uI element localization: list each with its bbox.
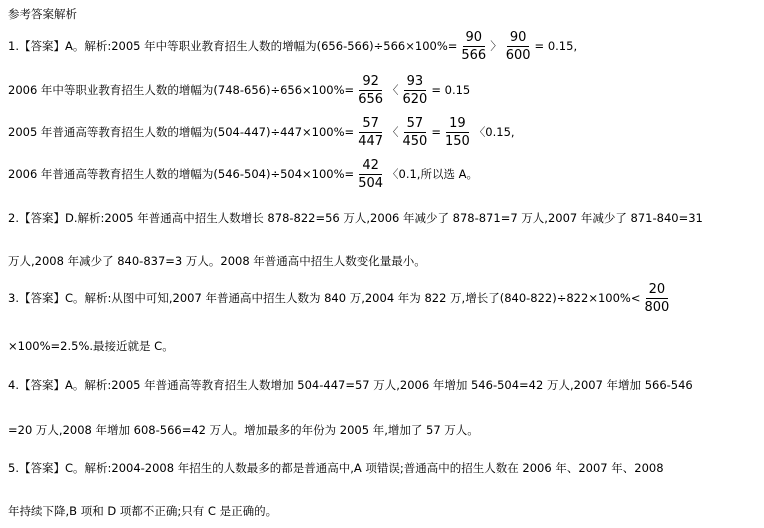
fraction-numerator: 92 xyxy=(359,73,382,91)
fraction-denominator: 450 xyxy=(402,133,428,149)
fraction-numerator: 19 xyxy=(446,115,469,133)
text-run: 万人,2008 年减少了 840-837=3 万人。2008 年普通高中招生人数变化量最小。 xyxy=(8,254,426,268)
line-a1-l4 xyxy=(8,157,478,192)
line-a1-l2 xyxy=(8,73,470,108)
fraction-denominator: 504 xyxy=(358,175,384,191)
fraction-denominator: 447 xyxy=(358,133,384,149)
text-run: =20 万人,2008 年增加 608-566=42 万人。增加最多的年份为 2005 年,增加了 57 万人。 xyxy=(8,423,479,437)
fraction xyxy=(400,115,431,150)
text-run: 2.【答案】D.解析:2005 年普通高中招生人数增长 878-822=56 万人,2006 年减少了 878-871=7 万人,2007 年减少了 871-840=31 xyxy=(8,211,703,225)
line-a1-l1 xyxy=(8,29,577,64)
text-run: 2005 年普通高等教育招生人数的增幅为(504-447)÷447×100%= xyxy=(8,124,355,139)
line-a2-l1 xyxy=(8,210,703,226)
fraction-denominator: 656 xyxy=(358,91,384,107)
line-a5-l1 xyxy=(8,460,664,476)
fraction-numerator: 90 xyxy=(463,29,486,47)
fraction xyxy=(355,73,386,108)
text-run: 〉 xyxy=(490,38,502,53)
fraction-denominator: 600 xyxy=(505,47,531,63)
fraction-numerator: 20 xyxy=(646,281,669,299)
text-run: 〈 xyxy=(387,124,399,139)
text-run: 2006 年中等职业教育招生人数的增幅为(748-656)÷656×100%= xyxy=(8,82,355,97)
line-a4-l2 xyxy=(8,422,479,438)
fraction-denominator: 620 xyxy=(402,91,428,107)
line-a3-l2 xyxy=(8,338,174,354)
text-run: 1.【答案】A。解析:2005 年中等职业教育招生人数的增幅为(656-566)÷566×100%= xyxy=(8,38,458,53)
fraction-denominator: 800 xyxy=(644,299,670,315)
fraction-numerator: 42 xyxy=(359,157,382,175)
text-run: 4.【答案】A。解析:2005 年普通高等教育招生人数增加 504-447=57 万人,2006 年增加 546-504=42 万人,2007 年增加 566-546 xyxy=(8,378,693,392)
line-a5-l2 xyxy=(8,503,277,519)
text-run: = 0.15, xyxy=(534,38,578,53)
line-a4-l1 xyxy=(8,377,693,393)
line-a2-l2 xyxy=(8,253,426,269)
fraction xyxy=(355,157,386,192)
line-a1-l3 xyxy=(8,115,515,150)
text-run: 〈0.1,所以选 A。 xyxy=(387,166,478,181)
fraction-denominator: 566 xyxy=(461,47,487,63)
text-run: 3.【答案】C。解析:从图中可知,2007 年普通高中招生人数为 840 万,2004 年为 822 万,增长了(840-822)÷822×100%< xyxy=(8,290,641,305)
fraction-numerator: 93 xyxy=(404,73,427,91)
fraction xyxy=(641,281,672,316)
fraction-numerator: 57 xyxy=(359,115,382,133)
text-run: 〈 xyxy=(387,82,399,97)
fraction-numerator: 90 xyxy=(507,29,530,47)
text-run: ×100%=2.5%.最接近就是 C。 xyxy=(8,339,174,353)
fraction xyxy=(355,115,386,150)
fraction-denominator: 150 xyxy=(444,133,470,149)
text-run: = 0.15 xyxy=(431,82,471,97)
text-run: 2006 年普通高等教育招生人数的增幅为(546-504)÷504×100%= xyxy=(8,166,355,181)
text-run: 5.【答案】C。解析:2004-2008 年招生的人数最多的都是普通高中,A 项错误;普通高中的招生人数在 2006 年、2007 年、2008 xyxy=(8,461,664,475)
fraction xyxy=(458,29,489,64)
text-run: 〈0.15, xyxy=(473,124,515,139)
line-a3-l1 xyxy=(8,281,673,316)
fraction xyxy=(503,29,534,64)
text-run: = xyxy=(431,124,441,139)
fraction xyxy=(442,115,473,150)
page-heading: 参考答案解析 xyxy=(8,7,77,21)
fraction-numerator: 57 xyxy=(404,115,427,133)
text-run: 年持续下降,B 项和 D 项都不正确;只有 C 是正确的。 xyxy=(8,504,278,518)
fraction xyxy=(400,73,431,108)
